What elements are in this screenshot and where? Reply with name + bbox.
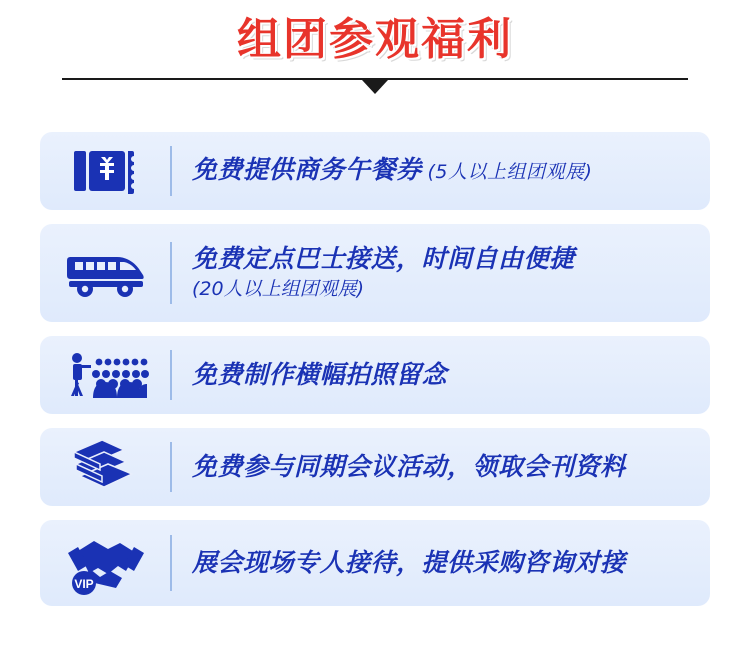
list-item (40, 336, 710, 414)
icon-cell (40, 520, 172, 606)
benefit-note-text: (5人以上组团观展) (427, 161, 593, 183)
text-cell (172, 359, 710, 391)
text-cell (172, 154, 710, 188)
text-cell (172, 547, 710, 579)
benefits-list (0, 108, 750, 606)
benefit-main-text: 免费制作横幅拍照留念 (192, 360, 448, 389)
benefit-main-text: 免费定点巴士接送，时间自由便捷 (192, 244, 575, 273)
group-photo-banner-icon (63, 350, 149, 400)
meal-voucher-icon (70, 145, 142, 197)
benefit-main-text: 免费提供商务午餐券 (5人以上组团观展) (192, 155, 593, 184)
shuttle-bus-icon (65, 245, 147, 301)
conference-documents-icon (68, 436, 144, 498)
svg-text:VIP: VIP (74, 577, 94, 591)
benefit-main-text: 展会现场专人接待，提供采购咨询对接 (192, 548, 626, 577)
benefit-main-text: 免费参与同期会议活动，领取会刊资料 (192, 452, 626, 481)
list-item (40, 224, 710, 322)
list-item (40, 520, 710, 606)
text-cell (172, 243, 710, 303)
vip-handshake-icon (64, 531, 148, 595)
icon-cell (40, 428, 172, 506)
icon-cell (40, 336, 172, 414)
icon-cell (40, 132, 172, 210)
page-title: 组团参观福利 (237, 14, 513, 65)
benefit-note-text: (20人以上组团观展) (192, 278, 365, 300)
list-item (40, 132, 710, 210)
list-item (40, 428, 710, 506)
chevron-down-arrow-icon (362, 80, 388, 94)
icon-cell (40, 224, 172, 322)
header (0, 0, 750, 108)
text-cell (172, 451, 710, 483)
